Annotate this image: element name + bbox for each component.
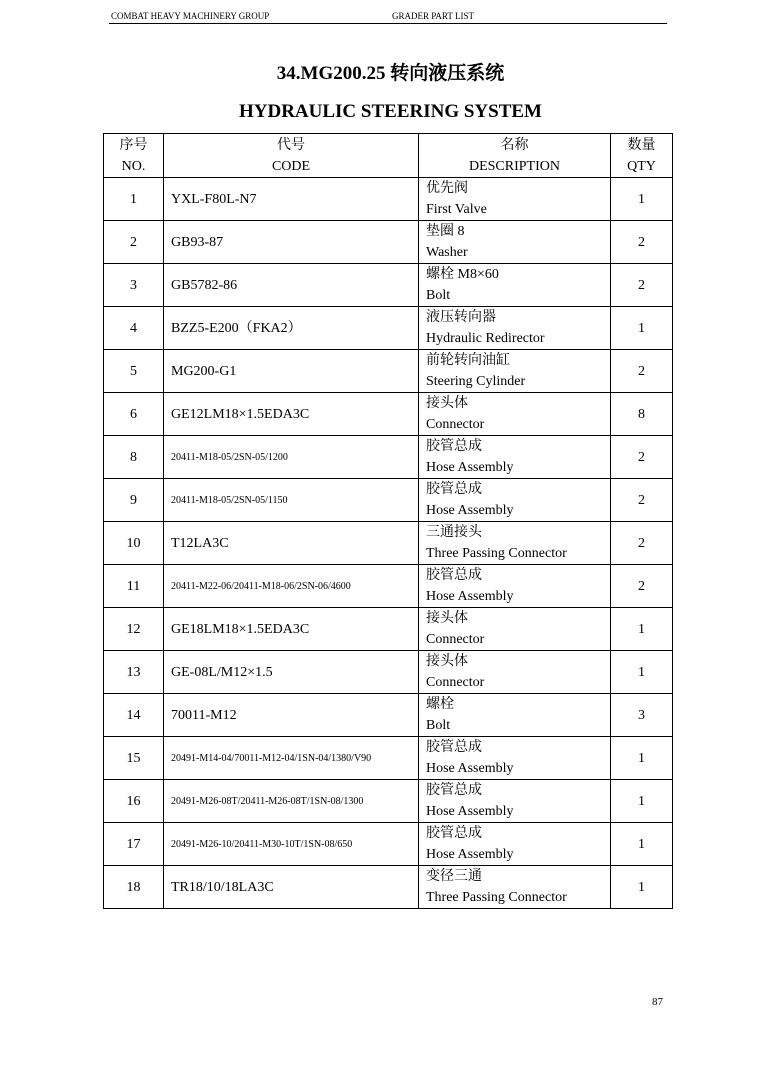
cell-description <box>419 350 611 393</box>
table-row <box>104 264 673 307</box>
cell-no: 6 <box>104 393 164 436</box>
cell-code: 20491-M26-10/20411-M30-10T/1SN-08/650 <box>164 823 419 866</box>
description-en: Hose Assembly <box>426 804 514 819</box>
cell-code: TR18/10/18LA3C <box>164 866 419 909</box>
cell-code: 20491-M26-08T/20411-M26-08T/1SN-08/1300 <box>164 780 419 823</box>
cell-no: 16 <box>104 780 164 823</box>
header-company: COMBAT HEAVY MACHINERY GROUP <box>111 11 270 21</box>
table-row <box>104 393 673 436</box>
description-cn: 变径三通 <box>426 869 482 884</box>
cell-no: 8 <box>104 436 164 479</box>
cell-code: 70011-M12 <box>164 694 419 737</box>
table-header-row <box>104 134 673 178</box>
cell-description <box>419 608 611 651</box>
cell-no: 4 <box>104 307 164 350</box>
cell-code: GE18LM18×1.5EDA3C <box>164 608 419 651</box>
page-number: 87 <box>652 996 663 1008</box>
title-english: HYDRAULIC STEERING SYSTEM <box>238 101 542 122</box>
cell-no: 15 <box>104 737 164 780</box>
cell-description <box>419 737 611 780</box>
description-cn: 胶管总成 <box>426 568 482 583</box>
cell-description <box>419 221 611 264</box>
header-no-en: NO. <box>121 158 146 174</box>
cell-code: 20411-M18-05/2SN-05/1200 <box>164 436 419 479</box>
cell-qty: 1 <box>611 608 673 651</box>
description-cn: 前轮转向油缸 <box>426 353 510 368</box>
header-desc-cn: 名称 <box>500 137 529 153</box>
description-cn: 接头体 <box>426 654 468 669</box>
description-en: Hose Assembly <box>426 460 514 475</box>
description-cn: 接头体 <box>426 611 468 626</box>
header-qty <box>611 134 673 178</box>
cell-qty: 1 <box>611 780 673 823</box>
table-row <box>104 221 673 264</box>
cell-qty: 2 <box>611 479 673 522</box>
table-row <box>104 737 673 780</box>
description-cn: 螺栓 <box>426 697 454 712</box>
table-row <box>104 565 673 608</box>
description-cn: 螺栓 M8×60 <box>426 267 499 282</box>
header-code-cn: 代号 <box>277 137 305 153</box>
description-en: Three Passing Connector <box>426 890 567 905</box>
description-en: Connector <box>426 675 485 690</box>
cell-no: 3 <box>104 264 164 307</box>
cell-qty: 1 <box>611 178 673 221</box>
cell-description <box>419 651 611 694</box>
cell-description <box>419 780 611 823</box>
description-cn: 胶管总成 <box>426 482 482 497</box>
description-en: Connector <box>426 417 485 432</box>
description-en: Steering Cylinder <box>426 374 526 389</box>
table-row <box>104 866 673 909</box>
cell-description <box>419 393 611 436</box>
description-cn: 优先阀 <box>426 181 468 196</box>
cell-description <box>419 436 611 479</box>
cell-no: 2 <box>104 221 164 264</box>
description-en: Hose Assembly <box>426 847 514 862</box>
cell-code: MG200-G1 <box>164 350 419 393</box>
cell-code: BZZ5-E200（FKA2） <box>164 307 419 350</box>
cell-no: 17 <box>104 823 164 866</box>
table-row <box>104 608 673 651</box>
cell-no: 11 <box>104 565 164 608</box>
cell-no: 18 <box>104 866 164 909</box>
cell-description <box>419 178 611 221</box>
table-row <box>104 436 673 479</box>
cell-code: GB5782-86 <box>164 264 419 307</box>
cell-qty: 1 <box>611 307 673 350</box>
description-en: Three Passing Connector <box>426 546 567 561</box>
header-doc-title: GRADER PART LIST <box>392 11 474 21</box>
parts-table <box>103 133 673 909</box>
cell-qty: 2 <box>611 350 673 393</box>
cell-description <box>419 866 611 909</box>
cell-no: 9 <box>104 479 164 522</box>
cell-qty: 2 <box>611 436 673 479</box>
description-en: Hose Assembly <box>426 761 514 776</box>
cell-qty: 1 <box>611 866 673 909</box>
description-cn: 接头体 <box>426 396 468 411</box>
cell-code: GE12LM18×1.5EDA3C <box>164 393 419 436</box>
description-cn: 三通接头 <box>426 525 482 540</box>
description-en: First Valve <box>426 202 487 217</box>
table-row <box>104 178 673 221</box>
cell-qty: 1 <box>611 651 673 694</box>
cell-description <box>419 307 611 350</box>
description-en: Bolt <box>426 718 451 733</box>
cell-no: 5 <box>104 350 164 393</box>
header-desc-en: DESCRIPTION <box>468 158 560 174</box>
cell-description <box>419 264 611 307</box>
description-cn: 垫圈 8 <box>426 224 465 239</box>
description-en: Bolt <box>426 288 451 303</box>
cell-qty: 2 <box>611 522 673 565</box>
cell-description <box>419 565 611 608</box>
header-qty-cn: 数量 <box>627 137 656 153</box>
cell-description <box>419 694 611 737</box>
cell-description <box>419 823 611 866</box>
header-qty-en: QTY <box>627 158 656 174</box>
cell-code: GB93-87 <box>164 221 419 264</box>
description-cn: 胶管总成 <box>426 439 482 454</box>
table-row <box>104 522 673 565</box>
cell-qty: 2 <box>611 221 673 264</box>
cell-code: YXL-F80L-N7 <box>164 178 419 221</box>
cell-qty: 1 <box>611 823 673 866</box>
header-no-cn: 序号 <box>119 137 148 153</box>
cell-code: GE-08L/M12×1.5 <box>164 651 419 694</box>
description-cn: 胶管总成 <box>426 740 482 755</box>
cell-code: 20411-M18-05/2SN-05/1150 <box>164 479 419 522</box>
cell-qty: 2 <box>611 565 673 608</box>
description-cn: 胶管总成 <box>426 783 482 798</box>
header-description <box>419 134 611 178</box>
table-row <box>104 823 673 866</box>
description-cn: 胶管总成 <box>426 826 482 841</box>
cell-qty: 3 <box>611 694 673 737</box>
cell-code: T12LA3C <box>164 522 419 565</box>
description-en: Connector <box>426 632 485 647</box>
cell-no: 13 <box>104 651 164 694</box>
cell-no: 14 <box>104 694 164 737</box>
cell-qty: 1 <box>611 737 673 780</box>
title-chinese: 34.MG200.25 转向液压系统 <box>276 63 505 84</box>
cell-qty: 2 <box>611 264 673 307</box>
table-row <box>104 307 673 350</box>
description-en: Hose Assembly <box>426 503 514 518</box>
header-no <box>104 134 164 178</box>
table-row <box>104 780 673 823</box>
description-en: Washer <box>426 245 468 260</box>
cell-description <box>419 522 611 565</box>
cell-qty: 8 <box>611 393 673 436</box>
page-header <box>109 10 667 24</box>
description-cn: 液压转向器 <box>426 310 496 325</box>
description-en: Hose Assembly <box>426 589 514 604</box>
cell-no: 1 <box>104 178 164 221</box>
table-row <box>104 651 673 694</box>
cell-description <box>419 479 611 522</box>
description-en: Hydraulic Redirector <box>426 331 545 346</box>
table-row <box>104 350 673 393</box>
cell-code: 20411-M22-06/20411-M18-06/2SN-06/4600 <box>164 565 419 608</box>
header-code-en: CODE <box>271 158 311 174</box>
cell-code: 20491-M14-04/70011-M12-04/1SN-04/1380/V90 <box>164 737 419 780</box>
cell-no: 10 <box>104 522 164 565</box>
table-row <box>104 479 673 522</box>
header-code <box>164 134 419 178</box>
table-row <box>104 694 673 737</box>
cell-no: 12 <box>104 608 164 651</box>
